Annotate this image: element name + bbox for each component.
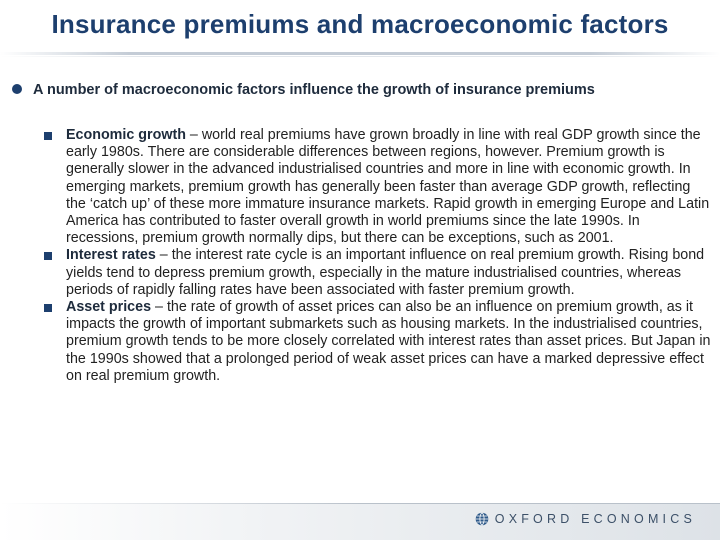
logo-wordmark: OXFORD ECONOMICS bbox=[494, 512, 696, 526]
sub-bullet-text: – the interest rate cycle is an important influence on real premium growth. Rising bond yields tend to depress premium growth, especially in the mature industrialised countries, whereas periods of rapidly falling rates have been associated with faster premium growth. bbox=[66, 247, 705, 298]
sub-bullet-text: – the rate of growth of asset prices can also be an influence on premium growth, as it impacts the growth of important submarkets such as housing markets. In the industrialised countries, premium growth tends to be more closely correlated with interest rates than asset prices. But Japan in the 1990s showed that a prolonged period of weak asset prices can have a marked depressive effect on real premium growth. bbox=[66, 299, 711, 384]
square-bullet-icon bbox=[44, 132, 52, 140]
square-bullet-icon bbox=[44, 252, 52, 260]
round-bullet-icon bbox=[12, 84, 22, 94]
sub-bullet-interest-rates bbox=[44, 247, 712, 299]
slide-title: Insurance premiums and macroeconomic factors bbox=[51, 9, 669, 39]
sub-bullet-label: Interest rates bbox=[66, 247, 156, 264]
title-divider-secondary bbox=[0, 56, 720, 57]
title-divider bbox=[0, 52, 720, 55]
lead-bullet bbox=[12, 82, 702, 98]
square-bullet-icon bbox=[44, 304, 52, 312]
lead-bullet-text: A number of macroeconomic factors influence the growth of insurance premiums bbox=[33, 82, 595, 98]
sub-bullet-text: – world real premiums have grown broadly in line with real GDP growth since the early 1980s. There are considerable differences between regions, however. Premium growth is generally slower in the advanced industrialised countries and more in line with economic growth. In emerging markets, premium growth has generally been faster than average GDP growth, reflecting the ‘catch up’ of these more immature insurance markets. Rapid growth in emerging Europe and Latin America has contributed to faster overall growth in world premiums since the late 1990s. In recessions, premium growth normally dips, but there can be exceptions, such as 2001. bbox=[66, 127, 710, 247]
sub-bullet-asset-prices bbox=[44, 299, 712, 385]
oxford-economics-logo bbox=[475, 512, 696, 526]
sub-bullet-list bbox=[44, 127, 712, 385]
sub-bullet-economic-growth bbox=[44, 127, 712, 247]
globe-icon bbox=[475, 512, 489, 526]
sub-bullet-label: Asset prices bbox=[66, 299, 152, 316]
slide-title-area bbox=[0, 0, 720, 54]
sub-bullet-label: Economic growth bbox=[66, 127, 186, 143]
